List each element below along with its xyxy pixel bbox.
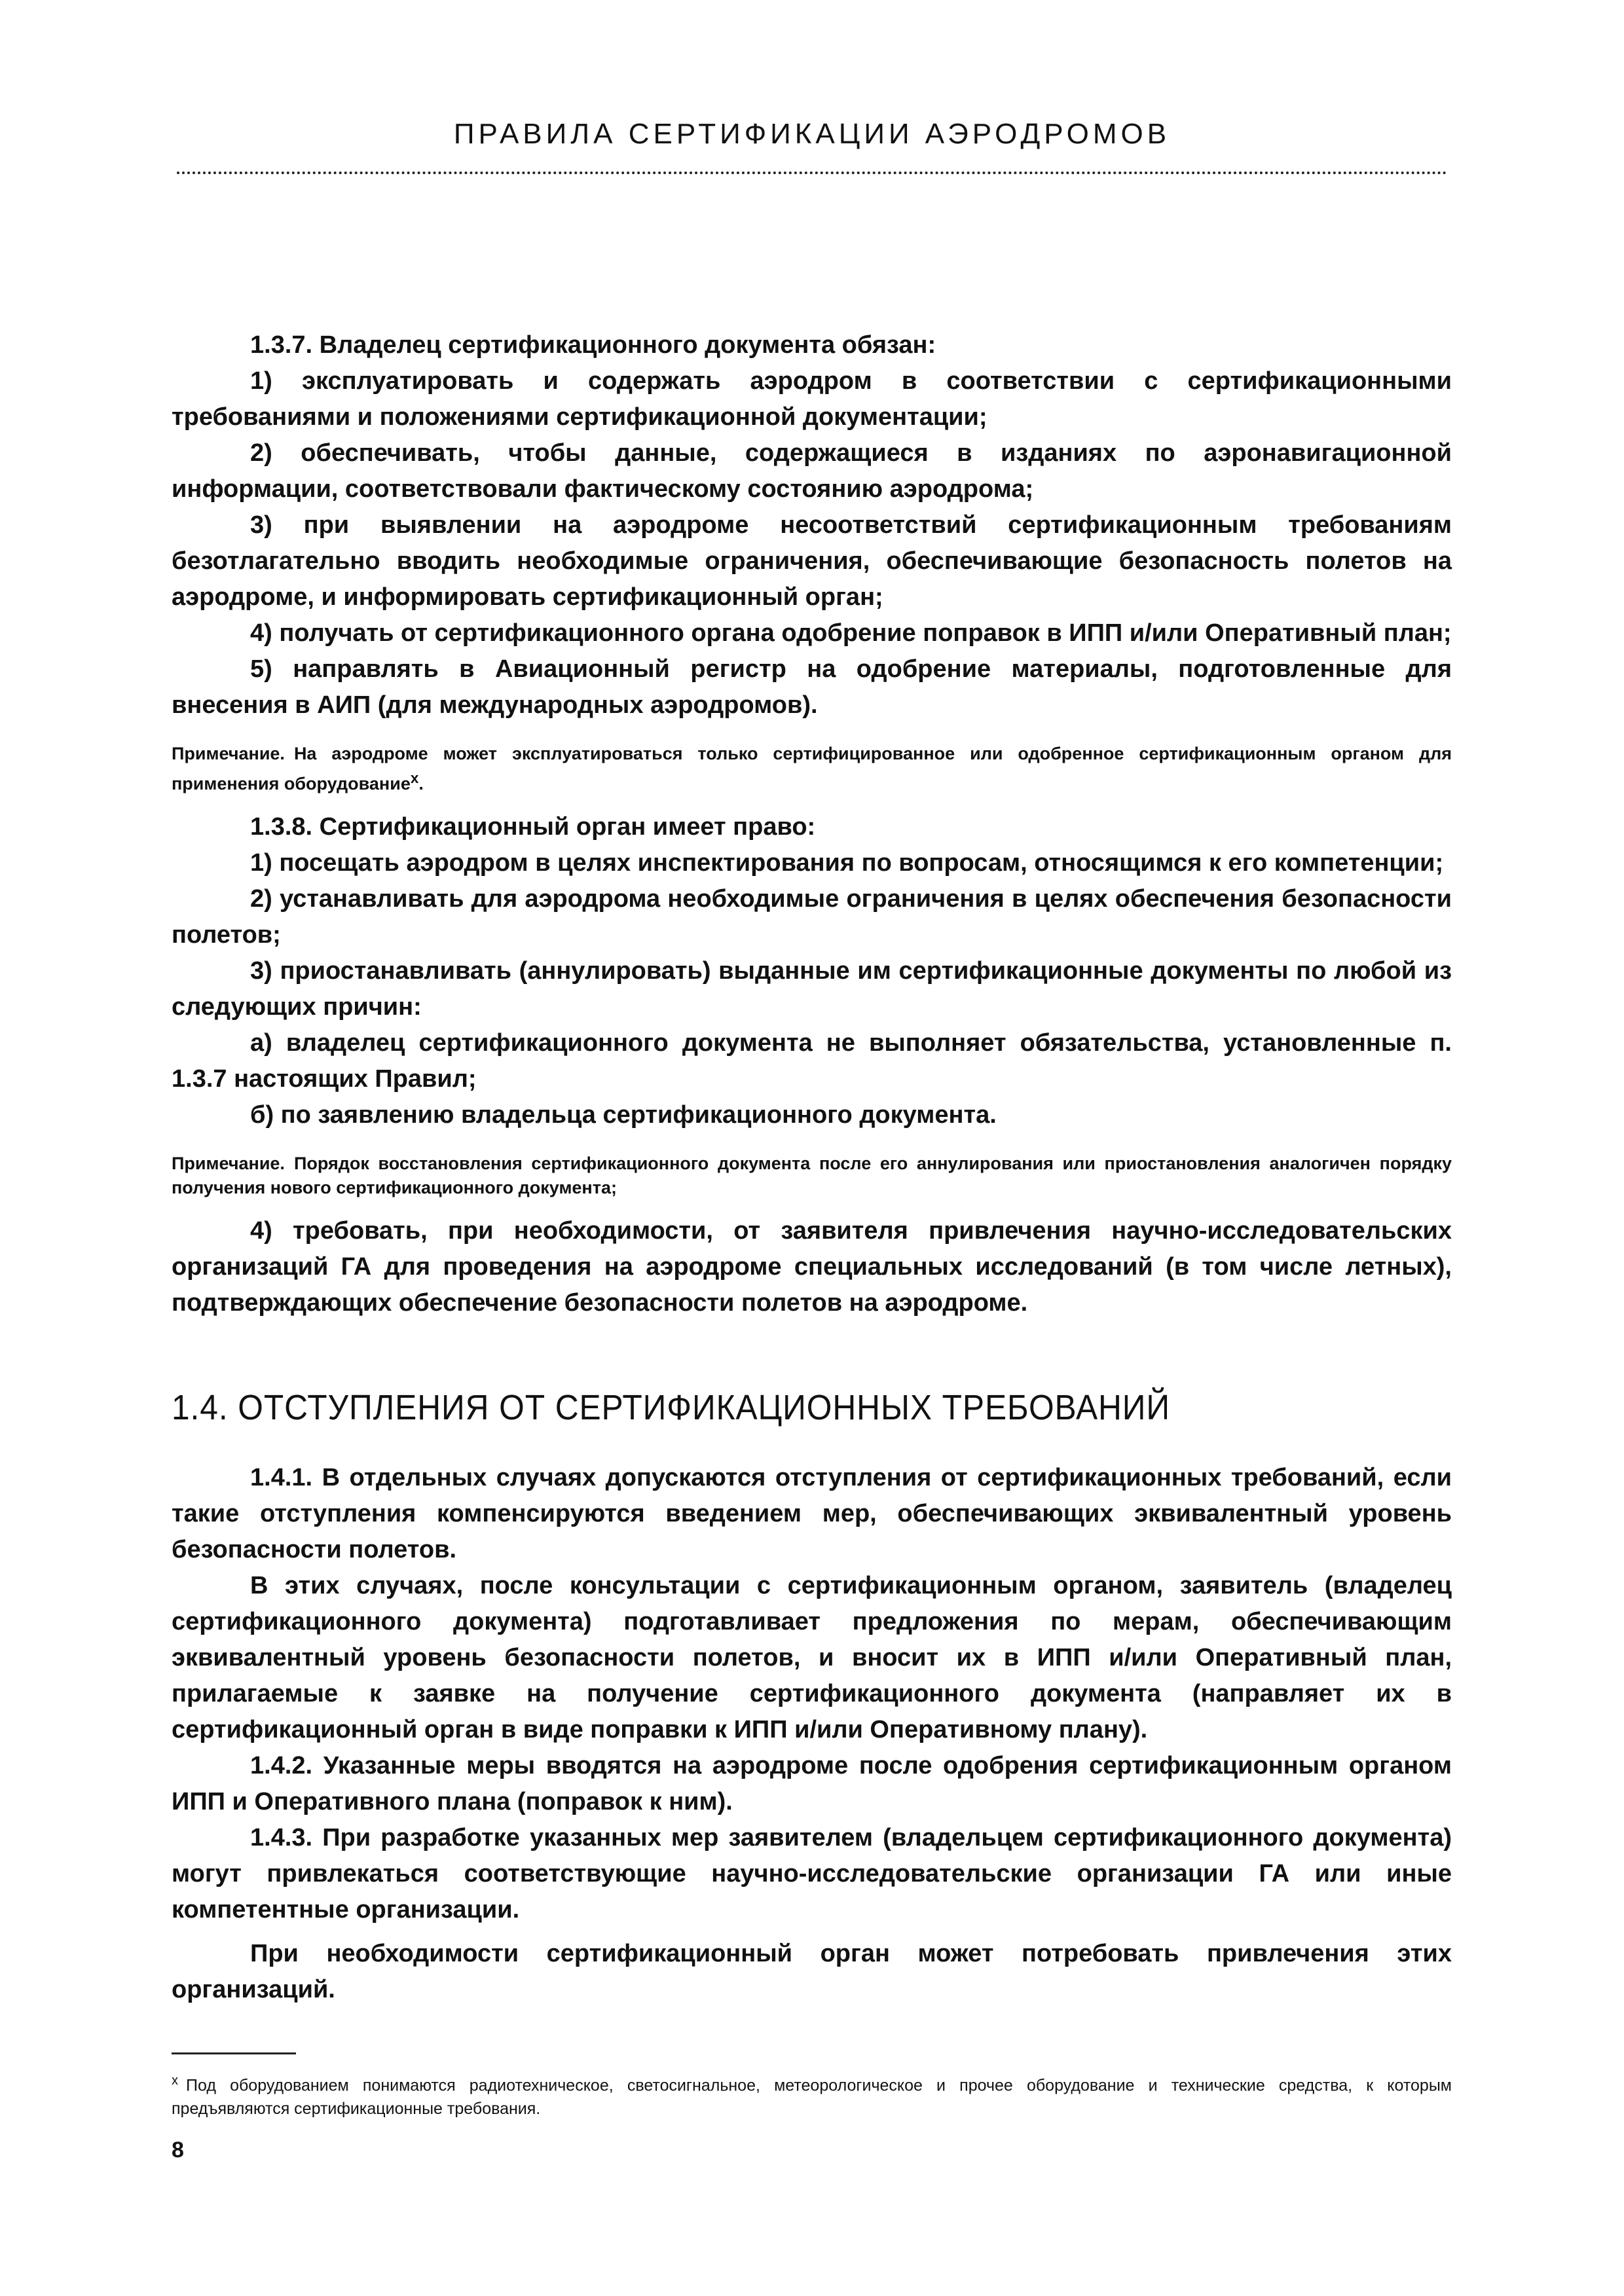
clause-1-4-3-cont: При необходимости сертификационный орган может потребовать привлечения этих организаций. (172, 1940, 1452, 2003)
clause-1-3-7-intro: 1.3.7. Владелец сертификационного документа обязан: (250, 331, 936, 359)
note-label: Примечание. (172, 744, 285, 763)
clause-1-3-7-item-5: 5) направлять в Авиационный регистр на одобрение материалы, подготовленные для внесения в АИП (для международных аэродромов). (172, 655, 1452, 719)
section-heading-1-4: 1.4. ОТСТУПЛЕНИЯ ОТ СЕРТИФИКАЦИОННЫХ ТРЕБОВАНИЙ (172, 1388, 1171, 1427)
clause-1-3-7-item-4: 4) получать от сертификационного органа одобрение поправок в ИПП и/или Оперативный план; (250, 619, 1452, 647)
footnote-divider (172, 2052, 296, 2054)
note-text: Порядок восстановления сертификационного документа после его аннулирования или приостановления аналогичен порядку получения нового сертификационного документа; (172, 1154, 1452, 1197)
clause-1-3-7-item-2: 2) обеспечивать, чтобы данные, содержащиеся в изданиях по аэронавигационной информации, соответствовали фактическому состоянию аэродрома; (172, 439, 1452, 503)
page-number: 8 (172, 2138, 184, 2162)
clause-1-3-8-item-2: 2) устанавливать для аэродрома необходимые ограничения в целях обеспечения безопасности полетов; (172, 885, 1452, 949)
clause-1-3-8-intro: 1.3.8. Сертификационный орган имеет право: (250, 813, 816, 841)
note-label: Примечание. (172, 1154, 285, 1173)
clause-1-3-8-item-4: 4) требовать, при необходимости, от заявителя привлечения научно-исследовательских организаций ГА для проведения на аэродроме специальных исследований (в том числе летных), подтверждающих обеспечение безопасности полетов на аэродроме. (172, 1217, 1452, 1317)
header-divider (177, 172, 1447, 174)
note-end: . (418, 774, 424, 793)
note-1-3-7 (172, 742, 1452, 796)
clause-1-3-7-item-3: 3) при выявлении на аэродроме несоответствий сертификационным требованиям безотлагательно вводить необходимые ограничения, обеспечивающие безопасность полетов на аэродроме, и информировать сертификационный орган; (172, 511, 1452, 611)
clause-1-3-7-item-1: 1) эксплуатировать и содержать аэродром в соответствии с сертификационными требованиями и положениями сертификационной документации; (172, 367, 1452, 431)
clause-1-3-8-item-1: 1) посещать аэродром в целях инспектирования по вопросам, относящимся к его компетенции; (250, 849, 1444, 877)
clause-1-4-1: 1.4.1. В отдельных случаях допускаются отступления от сертификационных требований, если такие отступления компенсируются введением мер, обеспечивающих эквивалентный уровень безопасности полетов. (172, 1464, 1452, 1563)
document-body (172, 327, 1452, 2008)
clause-1-3-8-item-3: 3) приостанавливать (аннулировать) выданные им сертификационные документы по любой из следующих причин: (172, 957, 1452, 1021)
footnote-mark: х (172, 2073, 178, 2088)
clause-1-3-8-subitem-b: б) по заявлению владельца сертификационного документа. (250, 1101, 997, 1129)
footnote-marker: х (410, 770, 419, 786)
footnote (172, 2069, 1452, 2121)
clause-1-4-3: 1.4.3. При разработке указанных мер заявителем (владельцем сертификационного документа) могут привлекаться соответствующие научно-исследовательские организации ГА или иные компетентные организации. (172, 1824, 1452, 1923)
footnote-text: Под оборудованием понимаются радиотехническое, светосигнальное, метеорологическое и прочее оборудование и технические средства, к которым предъявляются сертификационные требования. (172, 2076, 1452, 2119)
note-1-3-8 (172, 1152, 1452, 1200)
running-header: ПРАВИЛА СЕРТИФИКАЦИИ АЭРОДРОМОВ (453, 118, 1171, 150)
clause-1-4-1-cont: В этих случаях, после консультации с сертификационным органом, заявитель (владелец сертификационного документа) подготавливает предложения по мерам, обеспечивающим эквивалентный уровень безопасности полетов, и вносит их в ИПП и/или Оперативный план, прилагаемые к заявке на получение сертификационного документа (направляет их в сертификационный орган в виде поправки к ИПП и/или Оперативному плану). (172, 1572, 1452, 1743)
paragraph-gap (172, 1928, 1452, 1936)
note-text: На аэродроме может эксплуатироваться только сертифицированное или одобренное сертификационным органом для применения оборудование (172, 744, 1452, 793)
clause-1-3-8-subitem-a: а) владелец сертификационного документа не выполняет обязательства, установленные п. 1.3.7 настоящих Правил; (172, 1029, 1452, 1093)
clause-1-4-2: 1.4.2. Указанные меры вводятся на аэродроме после одобрения сертификационным органом ИПП и Оперативного плана (поправок к ним). (172, 1752, 1452, 1815)
